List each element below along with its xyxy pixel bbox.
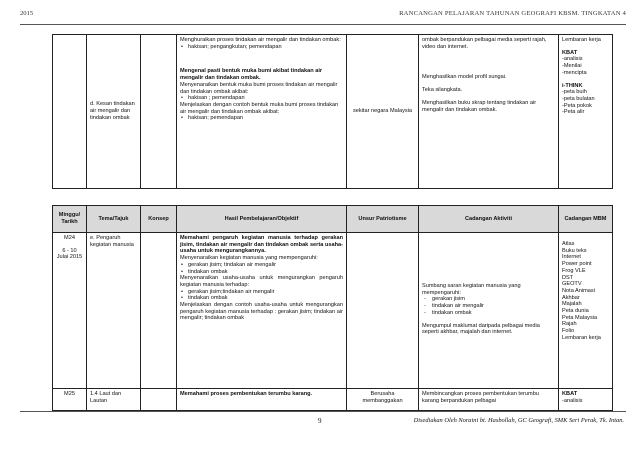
hasil-text: Menyenaraikan usaha-usaha untuk mengurangkan pengaruh kegiatan manusia terhadap: xyxy=(180,275,343,288)
col-header-konsep: Konsep xyxy=(141,206,177,233)
hasil-objective: Memahami proses pembentukan terumbu karang. xyxy=(180,391,313,397)
mbm-item: DST xyxy=(562,274,574,281)
topic-text: 1.4 Laut dan Lautan xyxy=(90,391,122,404)
mbm-item: -Menilai xyxy=(562,63,582,70)
hasil-bullet: • hakisan ; pemendapan xyxy=(180,95,343,102)
hasil-objective: Memahami pengaruh kegiatan manusia terhadap gerakan jisim, tindakan air mengalir dan tindakan ombak serta usaha-usaha untuk mengurangkannya. xyxy=(180,235,343,255)
patriotisme-text: Berusaha membanggakan xyxy=(362,391,403,404)
aktiviti-text: Mengumpul maklumat daripada pelbagai media seperti akhbar, majalah dan internet. xyxy=(422,322,540,336)
week-date: 6 - 10 Julai 2015 xyxy=(56,247,83,261)
hasil-cell xyxy=(177,389,347,411)
hasil-text: Menghuraikan proses tindakan air mengalir dan tindakan ombak: xyxy=(180,37,341,43)
col-header-hasil: Hasil Pembelajaran/Objektif xyxy=(177,206,347,233)
mbm-item: Akhbar xyxy=(562,294,580,301)
hasil-bullet: • tindakan ombak xyxy=(180,295,343,302)
kbat-label: KBAT xyxy=(562,49,578,56)
table-row xyxy=(53,389,613,411)
mbm-item: Lembaran kerja xyxy=(562,37,601,43)
week-cell xyxy=(53,389,87,411)
hasil-bullet: • tindakan ombak xyxy=(180,269,343,276)
mbm-item: -Peta alir xyxy=(562,109,585,116)
mbm-item: Internet xyxy=(562,254,581,261)
mbm-item: Buku teks xyxy=(562,247,587,254)
hasil-bullet: • hakisan; pengangkutan; pemendapan xyxy=(180,44,343,51)
page-number: 9 xyxy=(318,417,322,425)
table-header-row xyxy=(53,206,613,233)
week-number: M25 xyxy=(64,391,75,397)
topic-text: d. Kesan tindakan air mengalir dan tindakan ombak xyxy=(90,101,135,121)
week-cell xyxy=(53,35,87,189)
aktiviti-text: Teka silangkata. xyxy=(422,87,463,94)
table-row xyxy=(53,233,613,389)
hasil-text: Menyenaraikan bentuk muka bumi proses tindakan air mengalir dan tindakan ombak akibat: xyxy=(180,81,338,95)
topic-text: e. Pengaruh kegiatan manusia xyxy=(90,235,134,248)
aktiviti-cell xyxy=(419,35,559,189)
week-cell xyxy=(53,233,87,389)
page-header xyxy=(20,10,626,22)
mbm-item: Nota Animasi xyxy=(562,287,595,294)
mbm-item: -mencipta xyxy=(562,69,587,76)
ithink-label: i-THINK xyxy=(562,82,583,89)
table-row xyxy=(53,35,613,189)
hasil-bullet: • hakisan; pemendapan xyxy=(180,115,343,122)
hasil-text: Menjelaskan dengan contoh usaha-usaha untuk mengurangkan pengaruh kegiatan manusia terhadap : gerakan jisim; tindakan air mengalir; tindakan ombak xyxy=(180,302,343,322)
aktiviti-text: Sumbang saran kegiatan manusia yang mempengaruhi: xyxy=(422,283,521,296)
patriotisme-cell xyxy=(347,389,419,411)
mbm-cell xyxy=(559,389,613,411)
aktiviti-item: - tindakan air mengalir xyxy=(422,303,555,310)
aktiviti-text: Menghasilkan model profil sungai. xyxy=(422,74,507,81)
col-header-patriotisme: Unsur Patriotisme xyxy=(347,206,419,233)
footer-divider xyxy=(20,411,626,412)
patriotisme-cell xyxy=(347,233,419,389)
hasil-cell xyxy=(177,35,347,189)
mbm-item: Peta Malaysia xyxy=(562,314,598,321)
konsep-cell xyxy=(141,233,177,389)
hasil-bullet: • gerakan jisim; tindakan air mengalir xyxy=(180,262,343,269)
aktiviti-item: - gerakan jisim xyxy=(422,296,555,303)
col-header-tema: Tema/Tajuk xyxy=(87,206,141,233)
topic-cell xyxy=(87,35,141,189)
patriotisme-cell xyxy=(347,35,419,189)
patriotisme-text: sekitar negara Malaysia xyxy=(352,108,413,115)
mbm-item: Peta dunia xyxy=(562,308,589,315)
header-title: RANCANGAN PELAJARAN TAHUNAN GEOGRAFI KBSM. TINGKATAN 4 xyxy=(399,10,626,17)
hasil-bullet: • gerakan jisim;tindakan air mengalir xyxy=(180,289,343,296)
header-divider xyxy=(20,24,626,25)
mbm-item: -analisis xyxy=(562,56,583,63)
mbm-item: Atlas xyxy=(562,241,575,247)
aktiviti-item: - tindakan ombak xyxy=(422,310,555,317)
topic-cell xyxy=(87,233,141,389)
kbat-label: KBAT xyxy=(562,391,578,397)
konsep-cell xyxy=(141,35,177,189)
mbm-item: GEOTV xyxy=(562,281,582,288)
mbm-cell xyxy=(559,233,613,389)
aktiviti-cell xyxy=(419,389,559,411)
footer-author: Disediakan Oleh Noraini bt. Hasbollah, GC Geografi, SMK Seri Perak, Tk. Intan. xyxy=(413,417,624,424)
col-header-aktiviti: Cadangan Aktiviti xyxy=(419,206,559,233)
mbm-item: Lembaran kerja xyxy=(562,334,601,341)
mbm-item: Rajah xyxy=(562,321,577,328)
aktiviti-cell xyxy=(419,233,559,389)
mbm-item: Folio xyxy=(562,328,575,335)
hasil-objective: Mengenal pasti bentuk muka bumi akibat tindakan air mengalir dan tindakan ombak. xyxy=(180,68,323,82)
mbm-item: -peta buih xyxy=(562,89,587,96)
mbm-item: Power point xyxy=(562,261,592,268)
header-year: 2015 xyxy=(20,10,34,17)
aktiviti-text: Membincangkan proses pembentukan terumbu karang berpandukan pelbagai xyxy=(422,391,539,404)
aktiviti-text: ombak berpandukan pelbagai media seperti rajah, video dan internet. xyxy=(422,37,547,50)
hasil-text: Menyenaraikan kegiatan manusia yang mempengaruhi: xyxy=(180,255,318,262)
topic-cell xyxy=(87,389,141,411)
mbm-item: Majalah xyxy=(562,301,582,308)
mbm-item: Frog VLE xyxy=(562,267,586,274)
col-header-minggu: Minggu/ Tarikh xyxy=(53,206,87,233)
aktiviti-text: Menghasilkan buku skrap tentang tindakan air mengalir dan tindakan ombak. xyxy=(422,99,537,113)
mbm-item: -peta bulatan xyxy=(562,95,595,102)
continuation-table xyxy=(52,34,613,189)
konsep-cell xyxy=(141,389,177,411)
mbm-cell xyxy=(559,35,613,189)
hasil-text: Menjelaskan dengan contoh bentuk muka bumi proses tindakan air mengalir dan tindakan ombak akibat: xyxy=(180,101,339,115)
mbm-item: -Peta pokok xyxy=(562,102,592,109)
hasil-cell xyxy=(177,233,347,389)
col-header-mbm: Cadangan MBM xyxy=(559,206,613,233)
week-number: M24 xyxy=(64,235,75,241)
lesson-plan-table xyxy=(52,205,613,411)
mbm-item: -analisis xyxy=(562,397,583,404)
